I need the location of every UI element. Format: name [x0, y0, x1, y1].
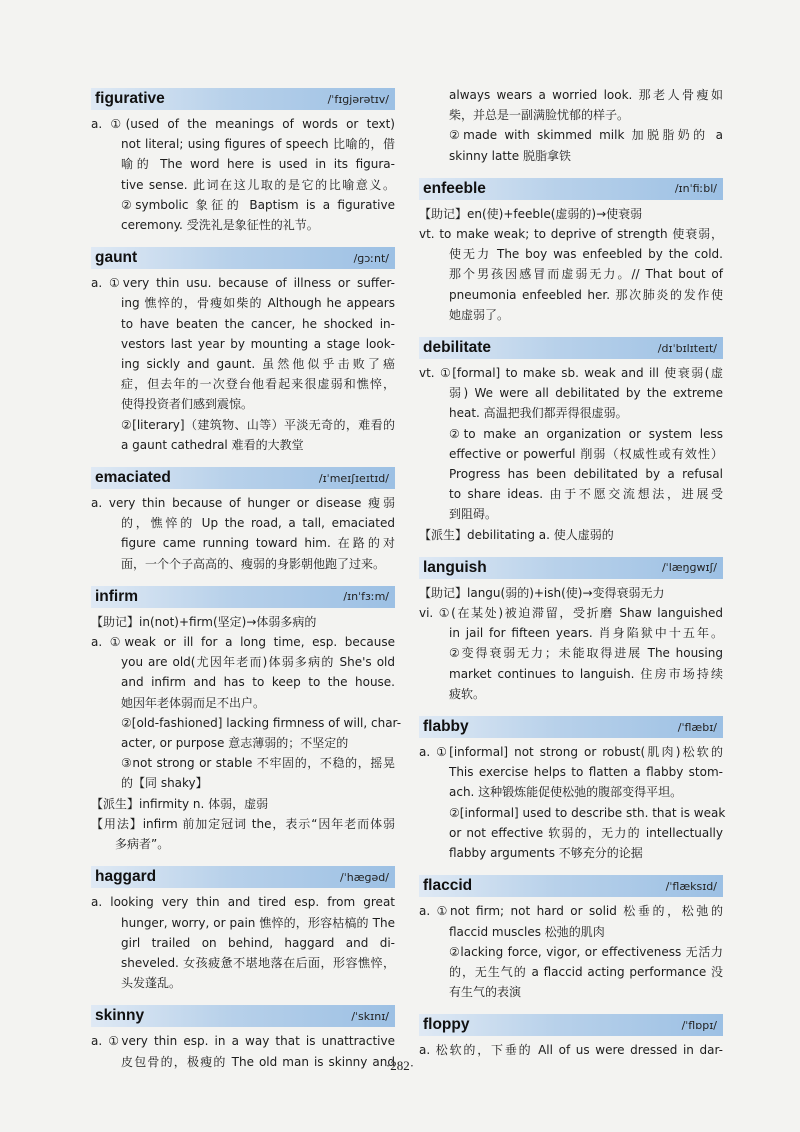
definition-line: a. looking very thin and tired esp. from great [91, 895, 395, 910]
entry-flaccid [419, 875, 723, 1002]
definition-line: ②symbolic 象征的 Baptism is a figurative [121, 197, 395, 212]
definition-line: a. very thin because of hunger or disease 瘦弱 [91, 496, 395, 511]
headword: flaccid [423, 877, 473, 895]
mnemonic-line: 【助记】in(not)+firm(坚定)→体弱多病的 [91, 614, 317, 629]
definition-line: 她虚弱了。 [449, 307, 510, 322]
headword-bar [91, 247, 395, 269]
definition-line: or not effective 软弱的，无力的 intellectually [449, 825, 723, 840]
definition-line: to share ideas. 由于不愿交流想法，进展受 [449, 487, 723, 502]
definition-line: Progress has been debilitated by a refusal [449, 467, 723, 482]
entry-enfeeble [419, 178, 723, 325]
entry-languish [419, 557, 723, 704]
headword-bar [419, 716, 723, 738]
definition-line: 有生气的表演 [449, 985, 522, 1000]
usage-line: 多病者”。 [115, 837, 170, 852]
headword-bar [419, 557, 723, 579]
definition-line: 面，一个个子高高的、瘦弱的身影朝他跑了过来。 [121, 556, 386, 571]
entry-flabby [419, 716, 726, 863]
definition-line: vi. ①(在某处)被迫滞留，受折磨 Shaw languished [419, 606, 723, 621]
headword-bar [91, 88, 395, 110]
headword: infirm [95, 587, 139, 605]
pronunciation: /ˈfɪɡjərətɪv/ [327, 92, 389, 106]
headword: gaunt [95, 249, 138, 267]
headword-bar [419, 1014, 723, 1036]
headword-bar [91, 467, 395, 489]
mnemonic-line: 【助记】en(使)+feeble(虚弱的)→使衰弱 [419, 206, 643, 221]
pronunciation: /ˈflæksɪd/ [665, 879, 717, 893]
headword-bar [91, 586, 395, 608]
derivation-line: 【派生】debilitating a. 使人虚弱的 [419, 527, 614, 542]
definition-line: vt. to make weak; to deprive of strength 使衰弱， [419, 227, 723, 242]
definition-line: ing 憔悴的，骨瘦如柴的 Although he appears [121, 296, 395, 311]
usage-line: 【用法】infirm 前加定冠词 the，表示“因年老而体弱 [91, 816, 395, 831]
headword: haggard [95, 868, 157, 886]
definition-line: ②[literary]（建筑物、山等）平淡无奇的，难看的 [121, 417, 395, 432]
definition-line: 使得投资者们感到震惊。 [121, 397, 254, 412]
entry-skinny-continued [419, 85, 723, 166]
definition-line: heat. 高温把我们都弄得很虚弱。 [449, 406, 628, 421]
headword: figurative [95, 90, 165, 107]
definition-line: 症，但去年的一次登台他看起来很虚弱和憔悴， [121, 377, 395, 392]
definition-line: ing sickly and gaunt. 虽然他似乎击败了癌 [121, 357, 395, 372]
definition-line: figure came running toward him. 在路的对 [121, 536, 395, 551]
definition-line: pneumonia enfeebled her. 那次肺炎的发作使 [449, 287, 723, 302]
definition-line: 的，憔悴的 Up the road, a tall, emaciated [121, 516, 395, 531]
definition-line: a. ①very thin usu. because of illness or suffer- [91, 276, 395, 291]
pronunciation: /ˈlæŋɡwɪʃ/ [661, 561, 717, 575]
definition-line: a. ①weak or ill for a long time, esp. because [91, 635, 395, 650]
pronunciation: /ɪnˈfɜːm/ [343, 590, 389, 604]
mnemonic-line: 【助记】langu(弱的)+ish(使)→变得衰弱无力 [419, 585, 665, 600]
definition-line: a. ①(used of the meanings of words or text) [91, 117, 395, 131]
definition-line: 喻的 The word here is used in its figura- [121, 157, 395, 172]
definition-line: ②变得衰弱无力；未能取得进展 The housing [449, 646, 723, 661]
headword: skinny [95, 1007, 145, 1025]
page-number: ·282· [385, 1058, 415, 1073]
definition-line: 那个男孩因感冒而虚弱无力。// That bout of [449, 267, 723, 282]
pronunciation: /ɪˈmeɪʃɪeɪtɪd/ [318, 471, 389, 485]
headword-bar [419, 178, 723, 200]
definition-line: sheveled. 女孩疲惫不堪地落在后面，形容憔悴， [121, 955, 395, 970]
derivation-line: 【派生】infirmity n. 体弱，虚弱 [91, 796, 269, 811]
entry-haggard [91, 866, 395, 993]
definition-line: vt. ①[formal] to make sb. weak and ill 使衰弱(虚 [419, 366, 723, 381]
headword-bar [419, 337, 723, 359]
pronunciation: /ˈskɪnɪ/ [351, 1009, 389, 1023]
definition-line: a. 松软的，下垂的 All of us were dressed in dar- [419, 1043, 723, 1058]
definition-line: and infirm and has to keep to the house. [121, 675, 395, 690]
headword-bar [419, 875, 723, 897]
headword: emaciated [95, 469, 171, 487]
definition-line: a. ①[informal] not strong or robust(肌肉)松软的 [419, 745, 723, 760]
definition-line: 疲软。 [449, 686, 486, 701]
definition-line: 柴，并总是一副满脸忧郁的样子。 [449, 108, 630, 123]
pronunciation: /ˈhæɡəd/ [340, 870, 389, 884]
definition-line: a. ①very thin esp. in a way that is unattractive [91, 1034, 395, 1049]
definition-line: a. ①not firm; not hard or solid 松垂的，松弛的 [419, 904, 723, 919]
definition-line: flaccid muscles 松弛的肌肉 [449, 924, 605, 939]
definition-line: skinny latte 脱脂拿铁 [449, 148, 571, 163]
definition-line: This exercise helps to flatten a flabby stom- [449, 765, 723, 780]
headword: floppy [423, 1016, 470, 1034]
definition-line: ③not strong or stable 不牢固的，不稳的，摇晃 [121, 756, 395, 771]
pronunciation: /ɡɔːnt/ [353, 251, 389, 265]
definition-line: 头发蓬乱。 [121, 976, 182, 991]
headword-bar [91, 866, 395, 888]
headword: flabby [423, 718, 469, 736]
definition-line: acter, or purpose 意志薄弱的；不坚定的 [121, 736, 349, 751]
headword: languish [423, 558, 487, 576]
definition-line: 的【同 shaky】 [121, 776, 208, 791]
definition-line: ach. 这种锻炼能促使松弛的腹部变得平坦。 [449, 785, 683, 800]
headword: debilitate [423, 339, 492, 357]
definition-line: hunger, worry, or pain 憔悴的，形容枯槁的 The [121, 915, 395, 930]
pronunciation: /ɪnˈfiːbl/ [674, 182, 717, 196]
definition-line: to have beaten the cancer, he shocked in- [121, 316, 395, 331]
definition-line: always wears a worried look. 那老人骨瘦如 [449, 88, 723, 102]
definition-line: ②[old-fashioned] lacking firmness of will, char- [121, 715, 402, 730]
headword: enfeeble [423, 179, 486, 197]
definition-line: vestors last year by mounting a stage look- [121, 336, 395, 351]
definition-line: 到阻碍。 [449, 507, 498, 522]
entry-infirm [91, 586, 402, 854]
definition-line: ②lacking force, vigor, or effectiveness 无活力 [449, 944, 723, 959]
definition-line: you are old(尤因年老而)体弱多病的 She's old [121, 655, 395, 670]
definition-line: 弱) We were all debilitated by the extreme [449, 386, 723, 401]
entry-debilitate [419, 337, 723, 545]
definition-line: ②[informal] used to describe sth. that is weak [449, 805, 726, 820]
definition-line: effective or powerful 削弱（权威性或有效性） [449, 446, 723, 461]
headword-bar [91, 1005, 395, 1027]
definition-line: ceremony. 受洗礼是象征性的礼节。 [121, 218, 319, 233]
definition-line: not literal; using figures of speech 比喻的，借 [121, 137, 395, 152]
definition-line: 她因年老体弱而足不出户。 [121, 695, 266, 710]
entry-floppy [419, 1014, 723, 1060]
pronunciation: /ˈflæbɪ/ [677, 720, 717, 734]
definition-line: a gaunt cathedral 难看的大教堂 [121, 437, 304, 452]
definition-line: tive sense. 此词在这儿取的是它的比喻意义。 [121, 177, 395, 192]
entry-figurative [91, 88, 395, 235]
definition-line: girl trailed on behind, haggard and di- [121, 935, 395, 950]
entry-gaunt [91, 247, 395, 455]
definition-line: ②to make an organization or system less [449, 426, 723, 441]
definition-line: 的，无生气的 a flaccid acting performance 没 [449, 964, 723, 979]
definition-line: in jail for fifteen years. 肖身陷狱中十五年。 [449, 626, 723, 641]
right-column [419, 85, 726, 1073]
definition-line: market continues to languish. 住房市场持续 [449, 666, 723, 681]
definition-line: 使无力 The boy was enfeebled by the cold. [449, 247, 723, 262]
definition-line: flabby arguments 不够充分的论据 [449, 846, 643, 861]
pronunciation: /ˈflɒpɪ/ [681, 1018, 717, 1032]
definition-line: 皮包骨的，极瘦的 The old man is skinny and [121, 1054, 395, 1069]
entry-emaciated [91, 467, 395, 574]
pronunciation: /dɪˈbɪlɪteɪt/ [657, 341, 717, 355]
definition-line: ②made with skimmed milk 加脱脂奶的 a [449, 128, 723, 143]
